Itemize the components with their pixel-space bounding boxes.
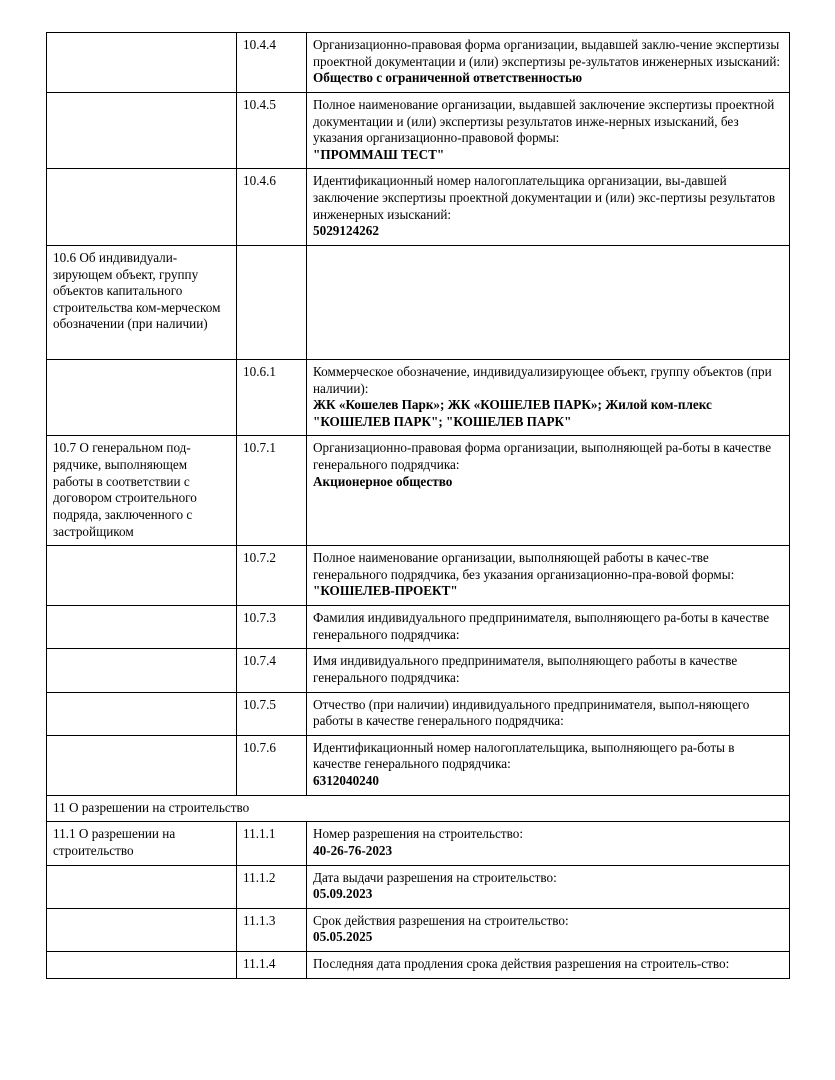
item-value: "КОШЕЛЕВ-ПРОЕКТ" xyxy=(313,583,458,599)
item-text: Фамилия индивидуального предпринимателя, выполняющего ра-боты в качестве генерального подрядчика: xyxy=(313,610,770,642)
item-number-cell: 10.6.1 xyxy=(237,359,307,436)
item-number-cell: 10.7.1 xyxy=(237,436,307,546)
item-content-cell xyxy=(307,908,790,951)
table-row-section-header xyxy=(47,795,790,822)
item-text: Полное наименование организации, выдавшей заключение экспертизы проектной документации и (или) экспертизы результатов инже-нерных изысканий, без указания организационно-правовой формы: xyxy=(313,96,775,146)
table-row xyxy=(47,908,790,951)
section-label-cell: 11.1 О разрешении на строительство xyxy=(47,822,237,865)
item-text: Организационно-правовая форма организации, выполняющей ра-боты в качестве генерального подрядчика: xyxy=(313,440,772,472)
project-declaration-table xyxy=(46,32,790,979)
section-label-cell: 10.7 О генеральном под-рядчике, выполняющем работы в соответствии с договором строительного подряда, заключенного с застройщиком xyxy=(47,436,237,546)
table-row xyxy=(47,92,790,169)
item-text: Идентификационный номер налогоплательщика, выполняющего ра-боты в качестве генерального подрядчика: xyxy=(313,739,735,772)
item-content-cell xyxy=(307,92,790,169)
item-content-cell xyxy=(307,865,790,908)
item-text: Коммерческое обозначение, индивидуализирующее объект, группу объектов (при наличии): xyxy=(313,363,772,396)
item-value: 40-26-76-2023 xyxy=(313,842,393,858)
table-row xyxy=(47,169,790,246)
item-number-cell: 10.4.6 xyxy=(237,169,307,246)
table-row xyxy=(47,822,790,865)
item-text: Полное наименование организации, выполняющей работы в качес-тве генерального подрядчика, без указания организационно-пра-вовой формы: xyxy=(313,550,735,582)
table-row xyxy=(47,952,790,979)
item-content-cell xyxy=(307,359,790,436)
item-value: 5029124262 xyxy=(313,223,379,239)
item-value: ЖК «Кошелев Парк»; ЖК «КОШЕЛЕВ ПАРК»; Жилой ком-плекс "КОШЕЛЕВ ПАРК"; "КОШЕЛЕВ ПАРК" xyxy=(313,397,712,429)
section-label-cell xyxy=(47,92,237,169)
item-number-cell: 10.7.6 xyxy=(237,735,307,795)
item-number-cell: 10.7.4 xyxy=(237,649,307,692)
section-label-cell xyxy=(47,606,237,649)
item-text: Номер разрешения на строительство: xyxy=(313,826,523,842)
table-row xyxy=(47,649,790,692)
section-label-cell xyxy=(47,359,237,436)
table-body xyxy=(47,33,790,979)
item-value: Акционерное общество xyxy=(313,473,453,489)
section-label-cell xyxy=(47,649,237,692)
section-label-cell xyxy=(47,33,237,93)
item-number-cell: 10.7.2 xyxy=(237,546,307,606)
item-number-cell: 10.4.5 xyxy=(237,92,307,169)
table-row xyxy=(47,436,790,546)
item-text: Идентификационный номер налогоплательщика организации, вы-давшей заключение экспертизы проектной документации и (или) экс-пертизы результатов инженерных изысканий: xyxy=(313,173,776,222)
item-content-cell xyxy=(307,692,790,735)
item-content-cell xyxy=(307,606,790,649)
item-number-cell: 11.1.1 xyxy=(237,822,307,865)
table-row xyxy=(47,33,790,93)
section-header-cell: 11 О разрешении на строительство xyxy=(47,795,790,822)
item-value: 6312040240 xyxy=(313,773,379,788)
table-row xyxy=(47,546,790,606)
table-row xyxy=(47,692,790,735)
section-label-cell xyxy=(47,546,237,606)
section-label-cell xyxy=(47,865,237,908)
table-row xyxy=(47,245,790,359)
item-value: 05.05.2025 xyxy=(313,929,373,945)
item-number-cell: 11.1.3 xyxy=(237,908,307,951)
table-row xyxy=(47,606,790,649)
item-text: Последняя дата продления срока действия разрешения на строитель-ство: xyxy=(313,956,730,971)
item-value: "ПРОММАШ ТЕСТ" xyxy=(313,146,445,162)
item-content-cell xyxy=(307,952,790,979)
item-number-cell: 10.7.3 xyxy=(237,606,307,649)
item-content-cell xyxy=(307,546,790,606)
item-content-cell xyxy=(307,245,790,359)
table-row xyxy=(47,865,790,908)
item-content-cell xyxy=(307,822,790,865)
section-label-cell: 10.6 Об индивидуали-зирующем объект, группу объектов капитального строительства ком-мерческом обозначении (при наличии) xyxy=(47,245,237,359)
section-label-cell xyxy=(47,169,237,246)
item-content-cell xyxy=(307,735,790,795)
item-value: Общество с ограниченной ответственностью xyxy=(313,70,583,86)
item-value: 05.09.2023 xyxy=(313,886,373,902)
section-label-cell xyxy=(47,735,237,795)
item-number-cell: 11.1.4 xyxy=(237,952,307,979)
item-text: Организационно-правовая форма организации, выдавшей заклю-чение экспертизы проектной документации и (или) экспертизы ре-зультатов инженерных изысканий: xyxy=(313,37,781,69)
item-content-cell xyxy=(307,436,790,546)
item-content-cell xyxy=(307,169,790,246)
item-number-cell xyxy=(237,245,307,359)
table-row xyxy=(47,735,790,795)
item-text: Отчество (при наличии) индивидуального предпринимателя, выпол-няющего работы в качестве генерального подрядчика: xyxy=(313,696,750,729)
item-content-cell xyxy=(307,33,790,93)
item-text: Дата выдачи разрешения на строительство: xyxy=(313,869,557,885)
section-label-cell xyxy=(47,908,237,951)
item-content-cell xyxy=(307,649,790,692)
section-label-cell xyxy=(47,692,237,735)
section-label-cell xyxy=(47,952,237,979)
item-text: Срок действия разрешения на строительство: xyxy=(313,912,569,928)
item-number-cell: 10.7.5 xyxy=(237,692,307,735)
item-number-cell: 10.4.4 xyxy=(237,33,307,93)
item-number-cell: 11.1.2 xyxy=(237,865,307,908)
table-row xyxy=(47,359,790,436)
item-text: Имя индивидуального предпринимателя, выполняющего работы в качестве генерального подрядчика: xyxy=(313,653,738,685)
